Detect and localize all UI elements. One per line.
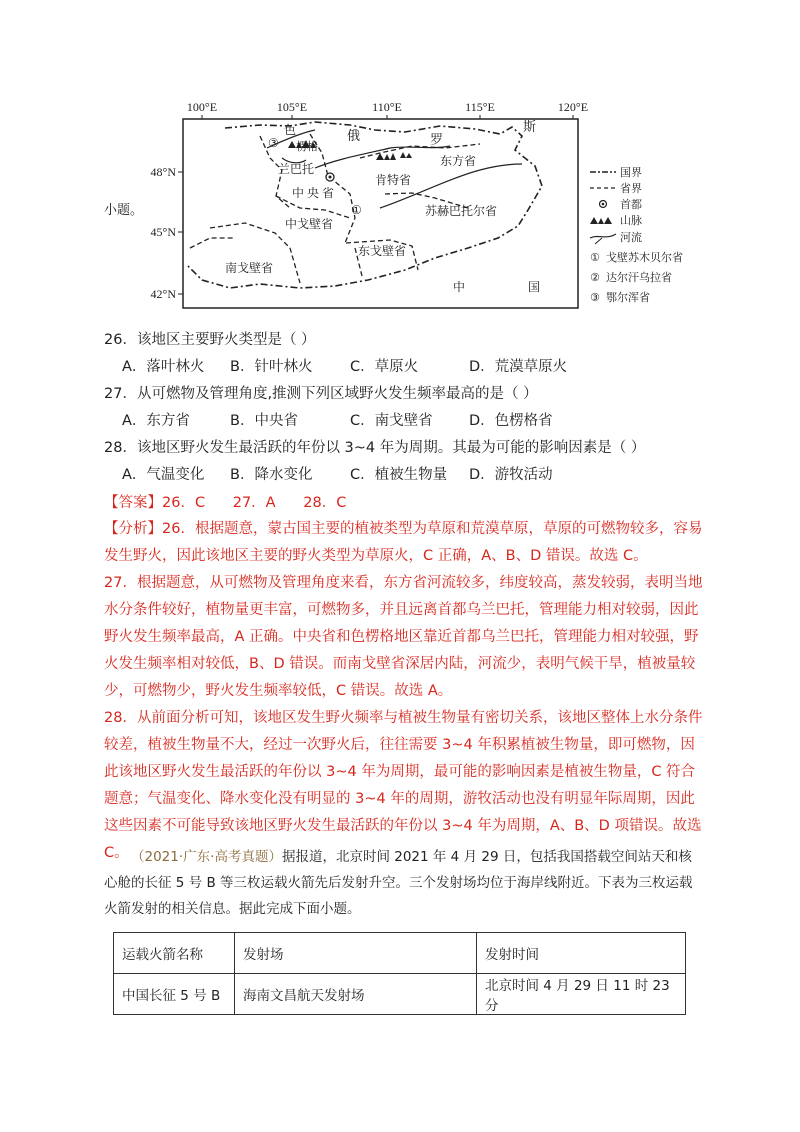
intro-text: 据报道，北京时间 2021 年 4 月 29 日，包括我国搭载空间站天和核心舱的长征 5 号 B 等三枚运载火箭先后发射升空。三个发射场均位于海岸线附近。下表为三枚运载火箭发射的相关信息。据此完成下面小题。 bbox=[104, 849, 693, 917]
lat-label: 48°N bbox=[150, 165, 176, 179]
legend-note-num: ① bbox=[590, 251, 600, 264]
place-label: 国 bbox=[528, 280, 541, 294]
option: B．降水变化 bbox=[230, 467, 313, 483]
option: B．中央省 bbox=[230, 413, 298, 429]
option: D．荒漠草原火 bbox=[469, 359, 568, 375]
intro-paragraph bbox=[104, 844, 700, 922]
lon-label: 110°E bbox=[372, 100, 402, 114]
analysis-paragraph: 27．根据题意，从可燃物及管理角度来看，东方省河流较多，纬度较高，蒸发较弱，表明当地水分条件较好，植物量更丰富，可燃物多，并且远离首都乌兰巴托，管理能力相对较弱，因此野火发生频率最高，A 正确。中央省和色楞格地区靠近首都乌兰巴托，管理能力相对较强，野火发生频率相对较低，B、D 错误。而南戈壁省深居内陆，河流少，表明气候干旱，植被量较少，可燃物少，野火发生频率较低，C 错误。故选 A。 bbox=[104, 575, 703, 699]
option: A．气温变化 bbox=[122, 467, 205, 483]
place-label: 色 bbox=[284, 123, 297, 137]
side-text: 小题。 bbox=[104, 203, 144, 218]
place-label: 楞格 bbox=[296, 141, 318, 153]
option: B．针叶林火 bbox=[230, 359, 313, 375]
lat-label: 42°N bbox=[150, 287, 176, 301]
question-stem: 28．该地区野火发生最活跃的年份以 3~4 年为周期。其最为可能的影响因素是（ ） bbox=[104, 440, 646, 456]
option: C．草原火 bbox=[350, 359, 419, 375]
option: D．色楞格省 bbox=[469, 413, 553, 429]
map-frame bbox=[183, 119, 578, 308]
place-label: 俄 bbox=[347, 128, 361, 143]
legend-note-num: ③ bbox=[590, 291, 600, 304]
place-label: 东戈壁省 bbox=[358, 244, 407, 258]
place-label: ③ bbox=[268, 136, 279, 150]
analysis-block bbox=[104, 516, 704, 867]
table-header: 发射时间 bbox=[477, 933, 686, 974]
option: D．游牧活动 bbox=[469, 467, 553, 483]
legend-note: 鄂尔浑省 bbox=[606, 291, 650, 304]
table-cell: 北京时间 4 月 29 日 11 时 23 分 bbox=[477, 974, 686, 1015]
legend-note: 达尔汗乌拉省 bbox=[606, 271, 672, 284]
table-header-row bbox=[114, 933, 686, 974]
place-label: ① bbox=[351, 203, 362, 217]
place-label: 斯 bbox=[523, 119, 537, 134]
table-header: 运载火箭名称 bbox=[114, 933, 235, 974]
question-stem: 27．从可燃物及管理角度,推测下列区域野火发生频率最高的是（ ） bbox=[104, 386, 538, 402]
question-stem: 26．该地区主要野火类型是（ ） bbox=[104, 332, 316, 348]
legend-label: 首都 bbox=[620, 198, 642, 211]
option: A．东方省 bbox=[122, 413, 190, 429]
place-label: 罗 bbox=[430, 132, 444, 147]
place-label: 中 央 省 bbox=[292, 186, 335, 200]
legend-label: 省界 bbox=[620, 182, 642, 195]
lon-label: 120°E bbox=[557, 100, 589, 114]
legend-note: 戈壁苏木贝尔省 bbox=[606, 251, 683, 264]
legend-note-num: ② bbox=[590, 271, 600, 284]
table-header: 发射场 bbox=[235, 933, 477, 974]
legend-label: 山脉 bbox=[620, 214, 642, 227]
mongolia-map bbox=[150, 98, 683, 310]
table-cell: 海南文昌航天发射场 bbox=[235, 974, 477, 1015]
place-label: 苏赫巴托尔省 bbox=[425, 204, 498, 218]
answer-line: 【答案】26．C 27．A 28．C bbox=[104, 495, 347, 511]
table-row bbox=[114, 974, 686, 1015]
place-label: 东方省 bbox=[440, 154, 477, 168]
option: C．南戈壁省 bbox=[350, 413, 433, 429]
analysis-paragraph: 【分析】26．根据题意，蒙古国主要的植被类型为草原和荒漠草原，草原的可燃物较多，容易发生野火，因此该地区主要的野火类型为草原火，C 正确，A、B、D 错误。故选 C。 bbox=[104, 521, 703, 564]
legend-label: 国界 bbox=[620, 166, 642, 179]
place-label: 肯特省 bbox=[375, 173, 412, 187]
table-cell: 中国长征 5 号 B bbox=[114, 974, 235, 1015]
place-label: 中 bbox=[453, 280, 466, 294]
capital-ulaanbaatar bbox=[326, 173, 334, 181]
option: A．落叶林火 bbox=[122, 359, 205, 375]
rocket-launch-table bbox=[113, 932, 686, 1015]
place-label: 中戈壁省 bbox=[285, 217, 334, 231]
place-label: 南戈壁省 bbox=[225, 261, 274, 275]
map-legend bbox=[590, 166, 683, 304]
legend-label: 河流 bbox=[620, 231, 642, 244]
lon-label: 115°E bbox=[465, 100, 495, 114]
lat-label: 45°N bbox=[150, 225, 176, 239]
lon-label: 105°E bbox=[276, 100, 308, 114]
lon-label: 100°E bbox=[186, 100, 218, 114]
option: C．植被生物量 bbox=[350, 467, 448, 483]
intro-source: （2021·广东·高考真题） bbox=[131, 849, 282, 865]
place-label: 兰巴托 bbox=[278, 162, 315, 176]
analysis-paragraph: 28．从前面分析可知，该地区发生野火频率与植被生物量有密切关系，该地区整体上水分条件较差，植被生物量不大，经过一次野火后，往往需要 3~4 年积累植被生物量，即可燃物，因此该地区野火发生最活跃的年份以 3~4 年为周期，最可能的影响因素是植被生物量，C 符合题意；气温变化、降水变化没有明显的 3~4 年的周期，游牧活动也没有明显年际周期，因此这些因素不可能导致该地区野火发生最活跃的年份以 3~4 年为周期，A、B、D 项错误。故选 C。 bbox=[104, 710, 703, 861]
